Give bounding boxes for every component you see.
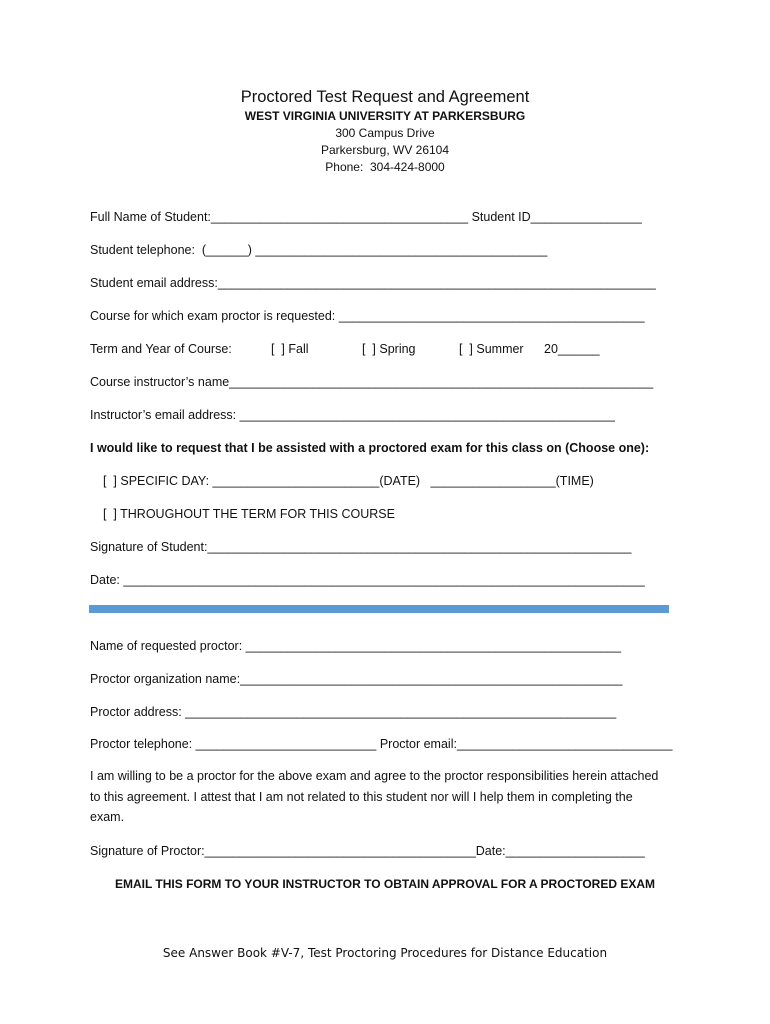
student-name-field[interactable]: Full Name of Student:_____________________________________ Student ID________________ <box>90 210 642 224</box>
proctor-phone-email-field[interactable]: Proctor telephone: __________________________ Proctor email:_______________________________ <box>90 737 673 751</box>
term-summer-checkbox[interactable]: [ ] Summer <box>459 342 524 356</box>
form-title: Proctored Test Request and Agreement <box>240 88 530 106</box>
student-telephone-field[interactable]: Student telephone: (______) __________________________________________ <box>90 243 548 257</box>
address-street: 300 Campus Drive <box>335 126 435 140</box>
term-spring-checkbox[interactable]: [ ] Spring <box>362 342 416 356</box>
proctor-name-field[interactable]: Name of requested proctor: ______________________________________________________ <box>90 639 622 653</box>
request-statement: I would like to request that I be assisted with a proctored exam for this class on (Choose one): <box>90 441 650 455</box>
phone-number: Phone: 304-424-8000 <box>325 160 445 174</box>
section-divider <box>89 605 669 613</box>
student-date-field[interactable]: Date: ___________________________________________________________________________ <box>90 573 645 587</box>
proctor-address-field[interactable]: Proctor address: ______________________________________________________________ <box>90 705 617 719</box>
proctor-signature-field[interactable]: Signature of Proctor:_______________________________________Date:____________________ <box>90 844 645 858</box>
email-instruction: EMAIL THIS FORM TO YOUR INSTRUCTOR TO OBTAIN APPROVAL FOR A PROCTORED EXAM <box>114 877 656 891</box>
instructor-email-field[interactable]: Instructor’s email address: ______________________________________________________ <box>90 408 615 422</box>
term-fall-checkbox[interactable]: [ ] Fall <box>271 342 309 356</box>
student-email-field[interactable]: Student email address:_______________________________________________________________ <box>90 276 656 290</box>
student-signature-field[interactable]: Signature of Student:_____________________________________________________________ <box>90 540 632 554</box>
proctor-organization-field[interactable]: Proctor organization name:_______________________________________________________ <box>90 672 623 686</box>
course-field[interactable]: Course for which exam proctor is requested: ____________________________________________ <box>90 309 645 323</box>
agreement-text-line-1: I am willing to be a proctor for the above exam and agree to the proctor responsibilities herein attached <box>90 769 659 783</box>
term-year-field[interactable]: 20______ <box>544 342 600 356</box>
agreement-text-line-2: to this agreement. I attest that I am not related to this student nor will I help them in completing the <box>90 790 633 804</box>
throughout-term-option[interactable]: [ ] THROUGHOUT THE TERM FOR THIS COURSE <box>103 507 395 521</box>
instructor-name-field[interactable]: Course instructor’s name_____________________________________________________________ <box>90 375 654 389</box>
footer-note: See Answer Book #V-7, Test Proctoring Procedures for Distance Education <box>162 946 608 960</box>
agreement-text-line-3: exam. <box>90 810 125 824</box>
address-city: Parkersburg, WV 26104 <box>320 143 450 157</box>
institution-name: WEST VIRGINIA UNIVERSITY AT PARKERSBURG <box>244 109 526 123</box>
term-label: Term and Year of Course: <box>90 342 232 356</box>
specific-day-option[interactable]: [ ] SPECIFIC DAY: ________________________(DATE) __________________(TIME) <box>103 474 594 488</box>
